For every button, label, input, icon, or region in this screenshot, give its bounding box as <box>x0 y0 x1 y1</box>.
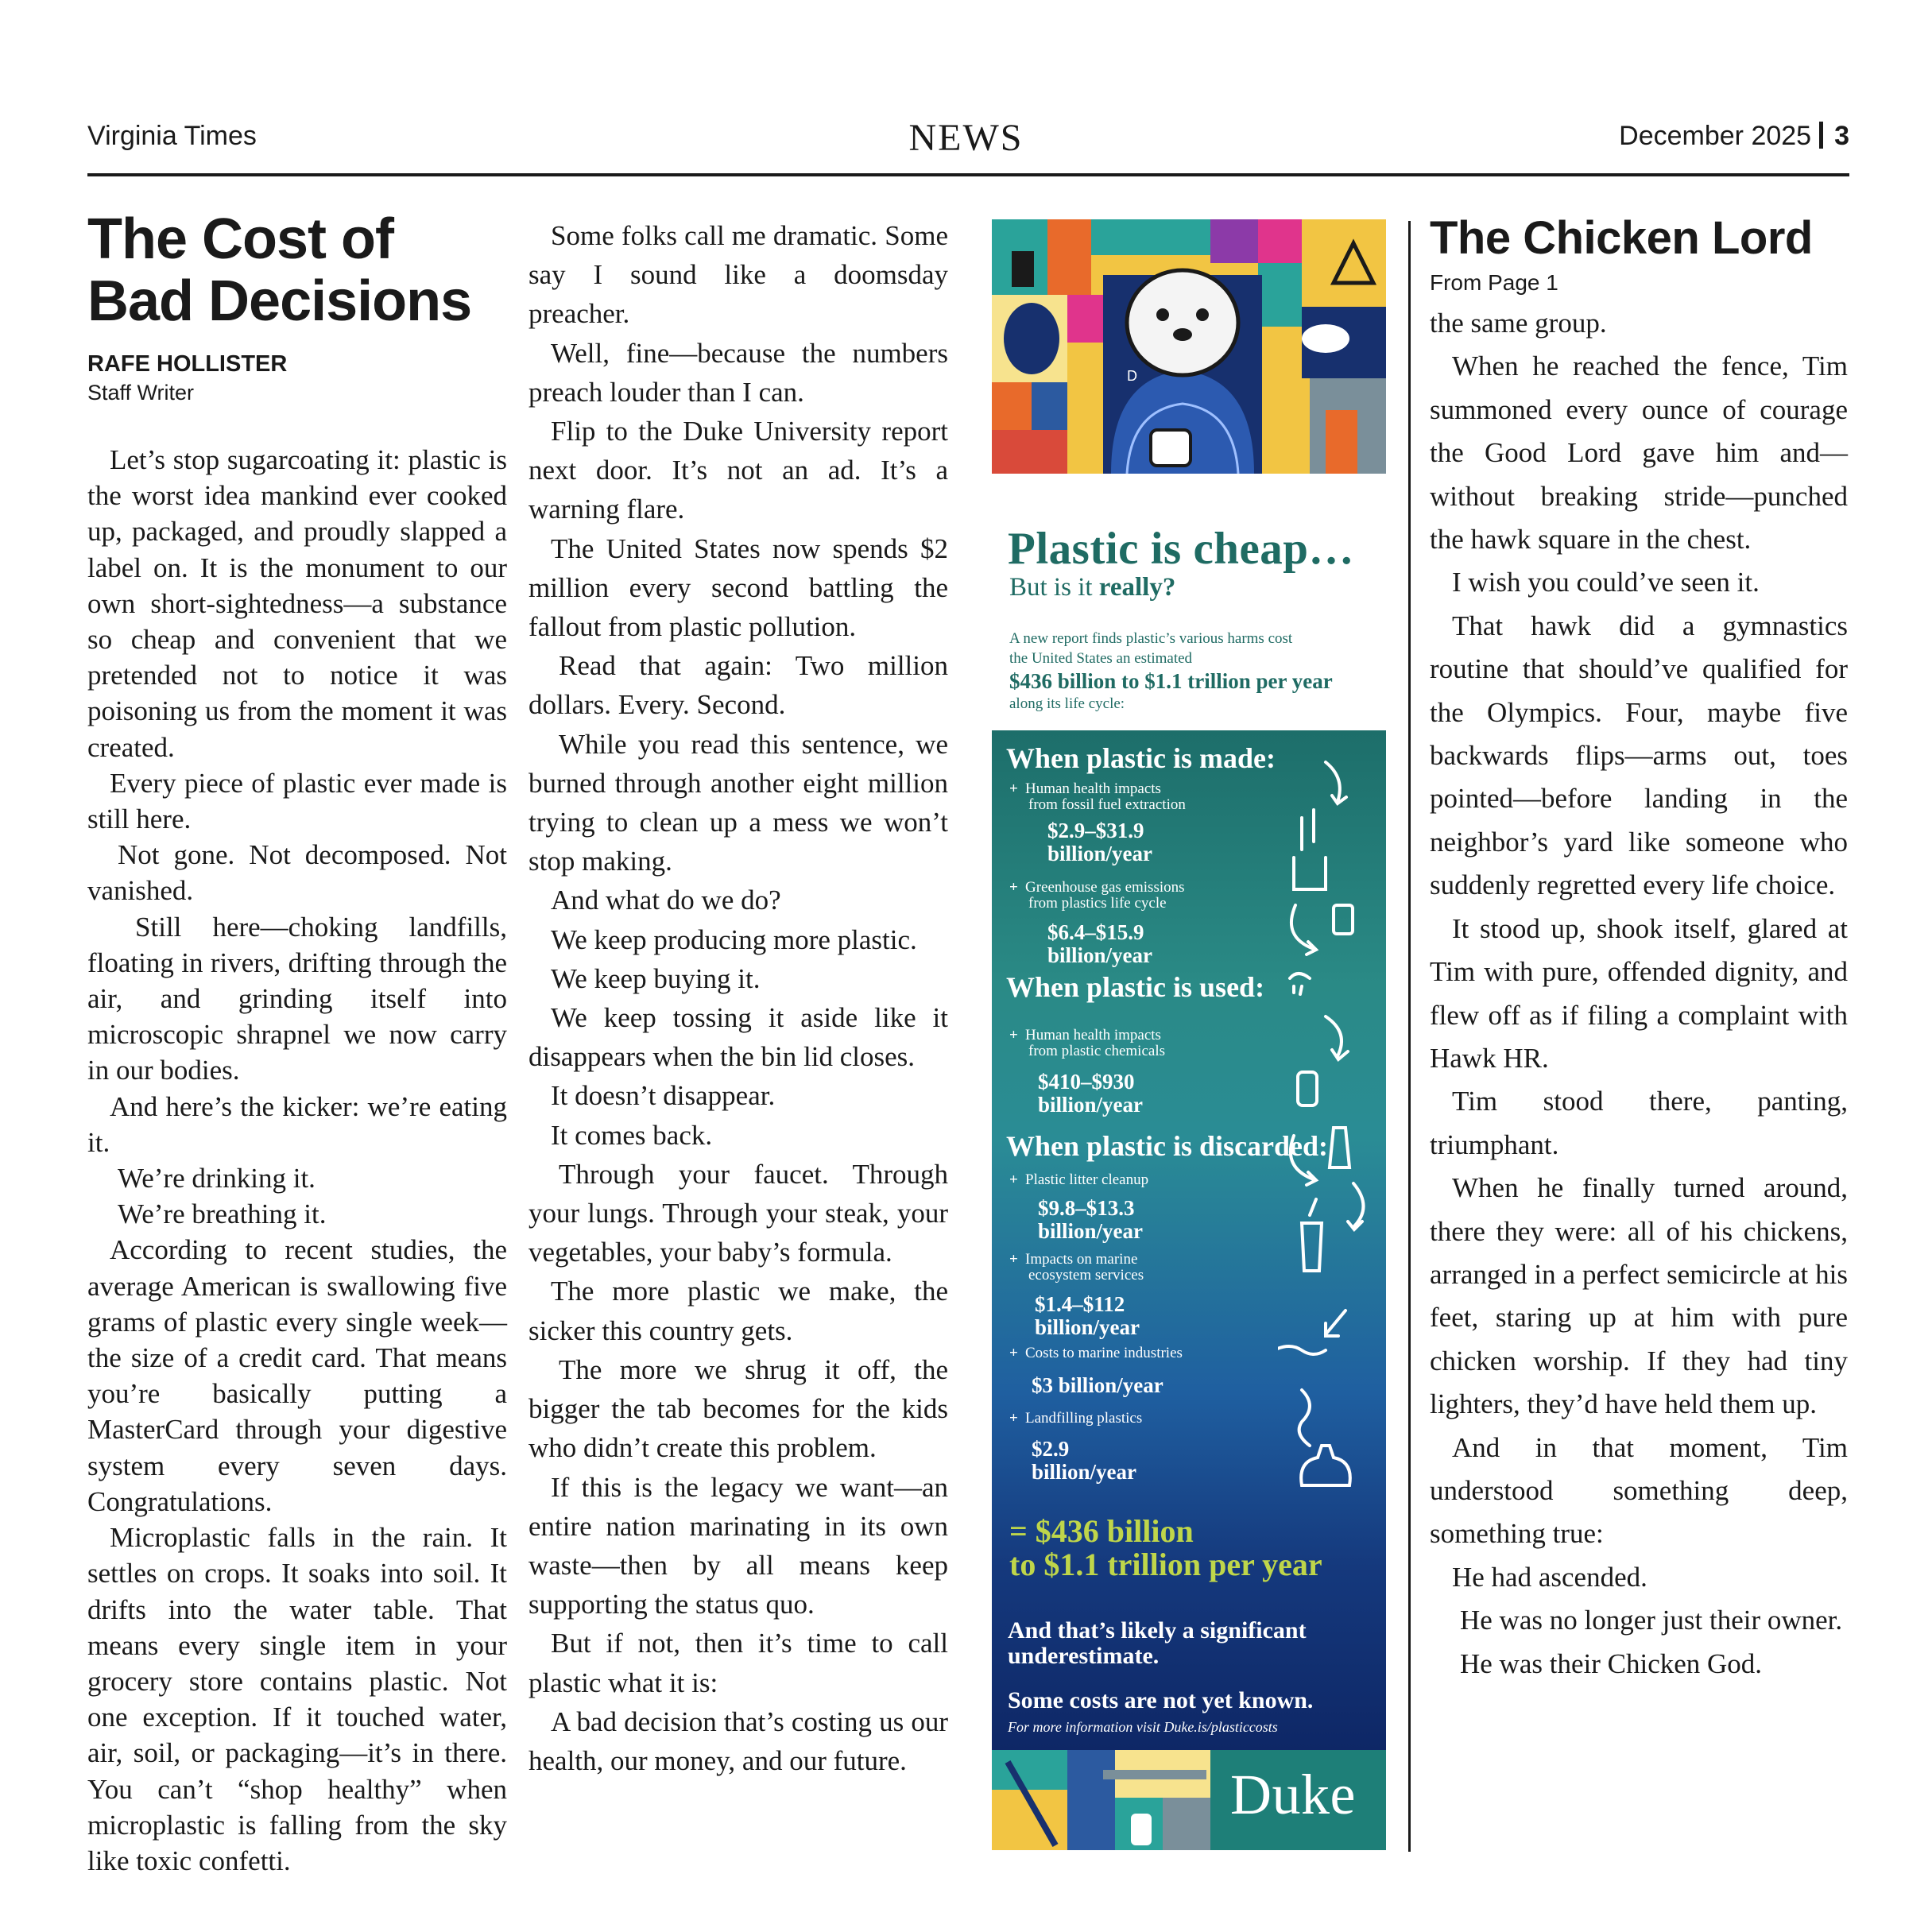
paragraph: If this is the legacy we want—an entire nation marinating in its own waste—then by all means keep supporting the status quo. <box>528 1471 948 1620</box>
paragraph: He was their Chicken God. <box>1460 1647 1763 1679</box>
paragraph: the same group. <box>1430 308 1607 339</box>
cost-value <box>1038 1197 1143 1243</box>
total-cost-line: to $1.1 trillion per year <box>1009 1547 1322 1582</box>
paragraph: The more plastic we make, the sicker this country gets. <box>528 1276 948 1346</box>
header-date-page <box>1619 121 1849 152</box>
unknown-costs-note: Some costs are not yet known. <box>1008 1687 1314 1713</box>
article-cost-of-bad-decisions-continued <box>528 216 948 1780</box>
cost-item-label: Impacts on marine <box>1025 1251 1138 1268</box>
total-cost <box>1009 1515 1322 1582</box>
paragraph: It comes back. <box>551 1119 713 1151</box>
arrow-icon <box>1348 1183 1364 1229</box>
section-title: NEWS <box>908 117 1024 159</box>
bottle-icon <box>1334 905 1353 934</box>
infographic-headline: Plastic is cheap… <box>1008 524 1354 574</box>
otter-illustration <box>992 219 1386 474</box>
cost-value <box>1047 921 1152 967</box>
paragraph: When he finally turned around, there they were: all of his chickens, arranged in a perfect semicircle at his feet, staring up at him with pure chicken worship. If they had tiny lighters, they’d have held them up. <box>1430 1172 1848 1420</box>
paragraph: It stood up, shook itself, glared at Tim with pure, offended dignity, and flew off as if filing a complaint with Hawk HR. <box>1430 912 1848 1074</box>
bottle-icon <box>1298 1072 1317 1105</box>
paragraph: It doesn’t disappear. <box>551 1080 776 1112</box>
factory-icon <box>1294 810 1326 889</box>
infographic-subhead <box>1009 573 1175 602</box>
paragraph: Every piece of plastic ever made is still here. <box>87 767 507 835</box>
article-title: The Chicken Lord <box>1430 212 1813 264</box>
underestimate-note <box>1008 1618 1307 1669</box>
total-cost-line: = $436 billion <box>1009 1513 1194 1549</box>
paragraph: According to recent studies, the average American is swallowing five grams of plastic every single week—the size of a credit card. That means you’re basically putting a MasterCard through your digestive system every seven days. Congratulations. <box>87 1234 507 1517</box>
subhead-emphasis: really? <box>1098 573 1176 602</box>
trash-bag-icon <box>1294 1438 1357 1493</box>
cost-item: + Human health impacts from plastic chemicals <box>1009 1027 1165 1059</box>
paragraph: We keep tossing it aside like it disappears when the bin lid closes. <box>528 1002 948 1073</box>
paragraph: While you read this sentence, we burned through another eight million trying to clean up a mess we won’t stop making. <box>528 728 948 877</box>
cost-value <box>1038 1071 1143 1117</box>
cost-item: + Impacts on marine ecosystem services <box>1009 1251 1144 1283</box>
publication-name: Virginia Times <box>87 121 257 151</box>
page-number: 3 <box>1834 121 1849 151</box>
cost-value-range: $1.4–$112 <box>1035 1292 1125 1316</box>
infographic-intro <box>1009 629 1375 714</box>
paragraph: We keep buying it. <box>551 962 761 994</box>
cost-value-range: $6.4–$15.9 <box>1047 920 1144 944</box>
cost-item: + Costs to marine industries <box>1009 1345 1183 1361</box>
article-title: The Cost of Bad Decisions <box>87 207 472 333</box>
cost-value-range: $2.9 <box>1032 1437 1070 1461</box>
cost-item-label: Plastic litter cleanup <box>1025 1171 1149 1188</box>
paragraph: We’re breathing it. <box>118 1198 327 1230</box>
cost-item: + Landfilling plastics <box>1009 1410 1143 1427</box>
cost-item: + Greenhouse gas emissions from plastics life cycle <box>1009 879 1185 912</box>
paragraph: The more we shrug it off, the bigger the tab becomes for the kids who didn’t create this problem. <box>528 1353 948 1464</box>
author-name: RAFE HOLLISTER <box>87 351 288 377</box>
paragraph: Microplastic falls in the rain. It settles on crops. It soaks into soil. It drifts into the water table. That means every single item in your grocery store contains plastic. Not one exception. If it touched water, air, soil, or packaging—it’s in there. You can’t “shop healthy” when microplastic is falling from the sky like toxic confetti. <box>87 1522 507 1876</box>
section-discarded-title: When plastic is discarded: <box>1006 1130 1329 1162</box>
lifecycle-icons <box>1278 754 1381 1454</box>
cost-item-label: Greenhouse gas emissions <box>1025 879 1185 896</box>
note-line: underestimate. <box>1008 1643 1160 1669</box>
paragraph: And in that moment, Tim understood something deep, something true: <box>1430 1431 1848 1550</box>
continued-from: From Page 1 <box>1430 270 1558 295</box>
arrow-icon <box>1326 762 1346 803</box>
article-chicken-lord <box>1430 213 1848 1686</box>
cost-item-label: Human health impacts <box>1025 780 1161 797</box>
paragraph: But if not, then it’s time to call plastic what it is: <box>528 1628 948 1698</box>
cost-item-label: ecosystem services <box>1028 1267 1144 1283</box>
cost-value-unit: billion/year <box>1047 842 1153 865</box>
paragraph: Through your faucet. Through your lungs. Through your steak, your vegetables, your baby’s formula. <box>528 1158 948 1268</box>
cup-straw-icon <box>1302 1199 1322 1271</box>
arrow-icon <box>1326 1311 1345 1336</box>
cost-value-range: $410–$930 <box>1038 1070 1135 1094</box>
wave-icon <box>1278 1346 1326 1354</box>
cost-value-range: $9.8–$13.3 <box>1038 1196 1135 1220</box>
cost-item-label: from plastic chemicals <box>1028 1043 1165 1059</box>
paragraph: Still here—choking landfills, floating in rivers, drifting through the air, and grinding itself into microscopic shrapnel we now carry in our bodies. <box>87 911 507 1086</box>
intro-line: A new report finds plastic’s various harms cost <box>1009 630 1293 647</box>
paragraph: Flip to the Duke University report next door. It’s not an ad. It’s a warning flare. <box>528 416 948 525</box>
cost-item-label: from fossil fuel extraction <box>1028 796 1186 813</box>
paragraph: A bad decision that’s costing us our health, our money, and our future. <box>528 1706 948 1776</box>
author-role: Staff Writer <box>87 381 195 405</box>
subhead-text: But is it <box>1009 573 1099 602</box>
cost-value <box>1047 819 1152 865</box>
paragraph: The United States now spends $2 million every second battling the fallout from plastic pollution. <box>528 532 948 643</box>
cost-value-unit: billion/year <box>1032 1460 1137 1484</box>
paragraph: We keep producing more plastic. <box>551 923 917 955</box>
cost-item-label: Human health impacts <box>1025 1027 1161 1043</box>
cost-value-unit: billion/year <box>1038 1219 1144 1243</box>
cost-item: + Human health impacts from fossil fuel extraction <box>1009 780 1186 813</box>
article-cost-of-bad-decisions <box>87 208 507 1879</box>
intro-line: the United States an estimated <box>1009 650 1193 667</box>
paragraph: And what do we do? <box>551 885 781 916</box>
costs-panel <box>992 730 1386 1750</box>
cost-item-label: Costs to marine industries <box>1025 1345 1183 1361</box>
section-used-title: When plastic is used: <box>1006 971 1265 1003</box>
cost-item: + Plastic litter cleanup <box>1009 1171 1149 1188</box>
sweater-letter: D <box>1127 368 1137 384</box>
header-divider <box>1819 122 1823 149</box>
paragraph: And here’s the kicker: we’re eating it. <box>87 1090 507 1158</box>
paragraph: We’re drinking it. <box>118 1163 316 1194</box>
cost-value-unit: billion/year <box>1038 1093 1144 1117</box>
header-rule <box>87 173 1849 176</box>
paragraph: He had ascended. <box>1452 1561 1647 1593</box>
issue-date: December 2025 <box>1619 121 1812 151</box>
cost-item-label: Landfilling plastics <box>1025 1410 1143 1427</box>
paragraph: Not gone. Not decomposed. Not vanished. <box>87 839 507 907</box>
cost-item-label: from plastics life cycle <box>1028 895 1167 912</box>
cost-value-range: $2.9–$31.9 <box>1047 819 1144 842</box>
intro-line: along its life cycle: <box>1009 695 1125 712</box>
cost-value-unit: billion/year <box>1035 1315 1140 1339</box>
cost-value <box>1032 1438 1136 1484</box>
paragraph: Well, fine—because the numbers preach louder than I can. <box>528 337 948 408</box>
intro-range: $436 billion to $1.1 trillion per year <box>1009 669 1333 693</box>
duke-logo: Duke <box>1230 1763 1356 1826</box>
section-made-title: When plastic is made: <box>1006 742 1276 774</box>
paragraph: When he reached the fence, Tim summoned every ounce of courage the Good Lord gave him and—without breaking stride—punched the hawk square in the chest. <box>1430 350 1848 556</box>
cloud-rain-icon <box>1290 974 1310 994</box>
hand-cup-icon <box>1330 1128 1349 1167</box>
paragraph: Let’s stop sugarcoating it: plastic is the worst idea mankind ever cooked up, packaged, and proudly slapped a label on. It is the monument to our own short-sightedness—a substance so cheap and convenient that we pretended not to notice it was poisoning us from the moment it was created. <box>87 444 507 763</box>
more-info-link[interactable]: For more information visit Duke.is/plasticcosts <box>1008 1719 1278 1735</box>
paragraph: He was no longer just their owner. <box>1460 1605 1843 1636</box>
paragraph: I wish you could’ve seen it. <box>1452 567 1760 598</box>
duke-plastic-costs-infographic <box>992 219 1386 1850</box>
arrow-icon <box>1326 1016 1348 1059</box>
cost-value <box>1035 1293 1140 1339</box>
paragraph: Tim stood there, panting, triumphant. <box>1430 1086 1848 1160</box>
arrow-icon <box>1291 1136 1316 1185</box>
column-divider <box>1408 221 1411 1852</box>
note-line: And that’s likely a significant <box>1008 1617 1307 1644</box>
cost-value-unit: billion/year <box>1047 943 1153 967</box>
paragraph: Some folks call me dramatic. Some say I sound like a doomsday preacher. <box>528 220 948 330</box>
paragraph: That hawk did a gymnastics routine that should’ve qualified for the Olympics. Four, maybe five backwards flips—arms out, toes pointed—before landing in the neighbor’s yard like someone who suddenly regretted every life choice. <box>1430 610 1848 901</box>
arrow-icon <box>1291 905 1316 954</box>
paragraph: Read that again: Two million dollars. Every. Second. <box>528 650 948 721</box>
cost-value: $3 billion/year <box>1032 1373 1163 1397</box>
